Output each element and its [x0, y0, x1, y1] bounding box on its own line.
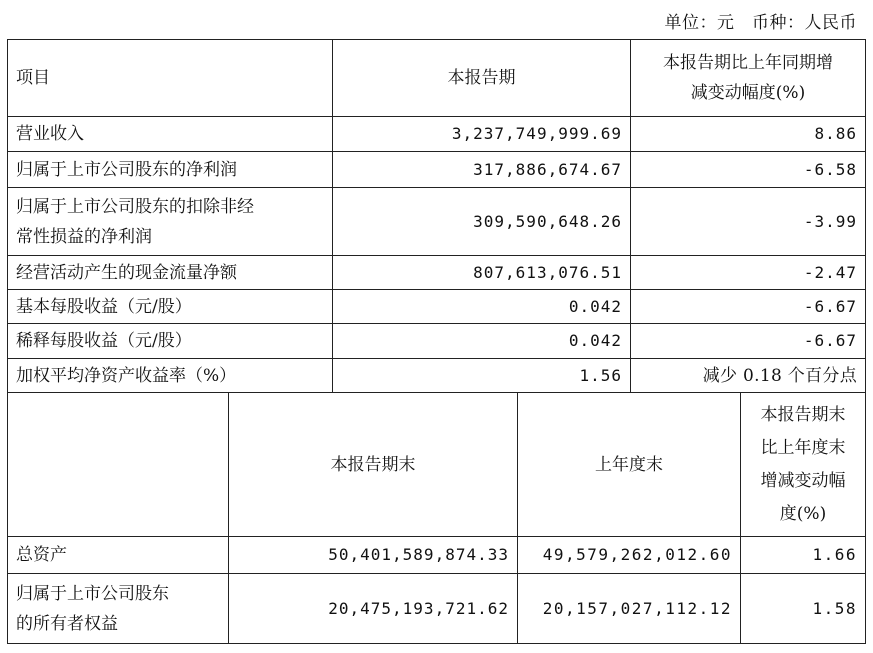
row-change: -6.67	[631, 324, 866, 359]
header-split-cell	[518, 393, 866, 537]
table-header-row	[8, 393, 866, 537]
row-period-end: 50,401,589,874.33	[229, 537, 518, 574]
row-period-end: 20,475,193,721.62	[229, 574, 518, 644]
header-current-period: 本报告期	[333, 40, 631, 117]
row-label: 基本每股收益（元/股）	[8, 290, 333, 324]
row-change: -3.99	[631, 188, 866, 256]
row-change: 1.58	[812, 598, 857, 618]
row-change: -2.47	[631, 256, 866, 290]
row-value: 3,237,749,999.69	[333, 117, 631, 152]
row-label: 营业收入	[8, 117, 333, 152]
row-value: 807,613,076.51	[333, 256, 631, 290]
row-label-line1: 归属于上市公司股东	[16, 583, 169, 604]
header-yoy-change-line1: 本报告期比上年同期增	[663, 53, 833, 73]
row-value: 0.042	[333, 290, 631, 324]
header-change-line3: 增减变动幅	[760, 470, 846, 491]
row-last-year-end: 20,157,027,112.12	[518, 574, 741, 643]
row-value: 1.56	[333, 359, 631, 393]
row-label-line2: 的所有者权益	[16, 613, 118, 634]
row-change: -6.58	[631, 152, 866, 188]
row-change: 1.66	[812, 545, 857, 564]
header-empty-cell	[8, 393, 229, 537]
header-yoy-change	[631, 40, 866, 117]
row-change: 8.86	[631, 117, 866, 152]
header-change-line1: 本报告期末	[760, 404, 846, 425]
row-label: 归属于上市公司股东的净利润	[8, 152, 333, 188]
table-row	[8, 324, 866, 359]
header-change-line2: 比上年度末	[760, 437, 846, 458]
row-label: 总资产	[8, 537, 229, 574]
header-period-end-change	[741, 393, 865, 536]
row-label-line1: 归属于上市公司股东的扣除非经	[16, 196, 254, 217]
row-label: 加权平均净资产收益率（%）	[8, 359, 333, 393]
table-row	[8, 537, 866, 574]
table-row	[8, 152, 866, 188]
table-row	[8, 290, 866, 324]
header-yoy-change-line2: 减变动幅度(%)	[690, 83, 806, 103]
table-row	[8, 117, 866, 152]
table-row	[8, 359, 866, 393]
row-label	[8, 188, 333, 256]
row-label: 经营活动产生的现金流量净额	[8, 256, 333, 290]
table-row	[8, 574, 866, 644]
table-row	[8, 256, 866, 290]
header-item: 项目	[8, 40, 333, 117]
table-row	[8, 188, 866, 256]
row-value: 0.042	[333, 324, 631, 359]
row-value: 309,590,648.26	[333, 188, 631, 256]
row-change: -6.67	[631, 290, 866, 324]
row-split-cell	[518, 574, 866, 644]
row-label-line2: 常性损益的净利润	[16, 226, 152, 247]
financial-data-table	[7, 39, 866, 644]
row-last-year-end: 49,579,262,012.60	[518, 537, 741, 573]
row-value: 317,886,674.67	[333, 152, 631, 188]
unit-currency-note: 单位：元 币种：人民币	[664, 13, 857, 33]
row-change: 减少 0.18 个百分点	[631, 359, 866, 393]
header-change-line4: 度(%)	[779, 503, 827, 524]
row-label: 稀释每股收益（元/股）	[8, 324, 333, 359]
row-label	[8, 574, 229, 644]
row-split-cell	[518, 537, 866, 574]
header-period-end: 本报告期末	[229, 393, 518, 537]
table-header-row	[8, 40, 866, 117]
header-last-year-end: 上年度末	[518, 393, 741, 536]
